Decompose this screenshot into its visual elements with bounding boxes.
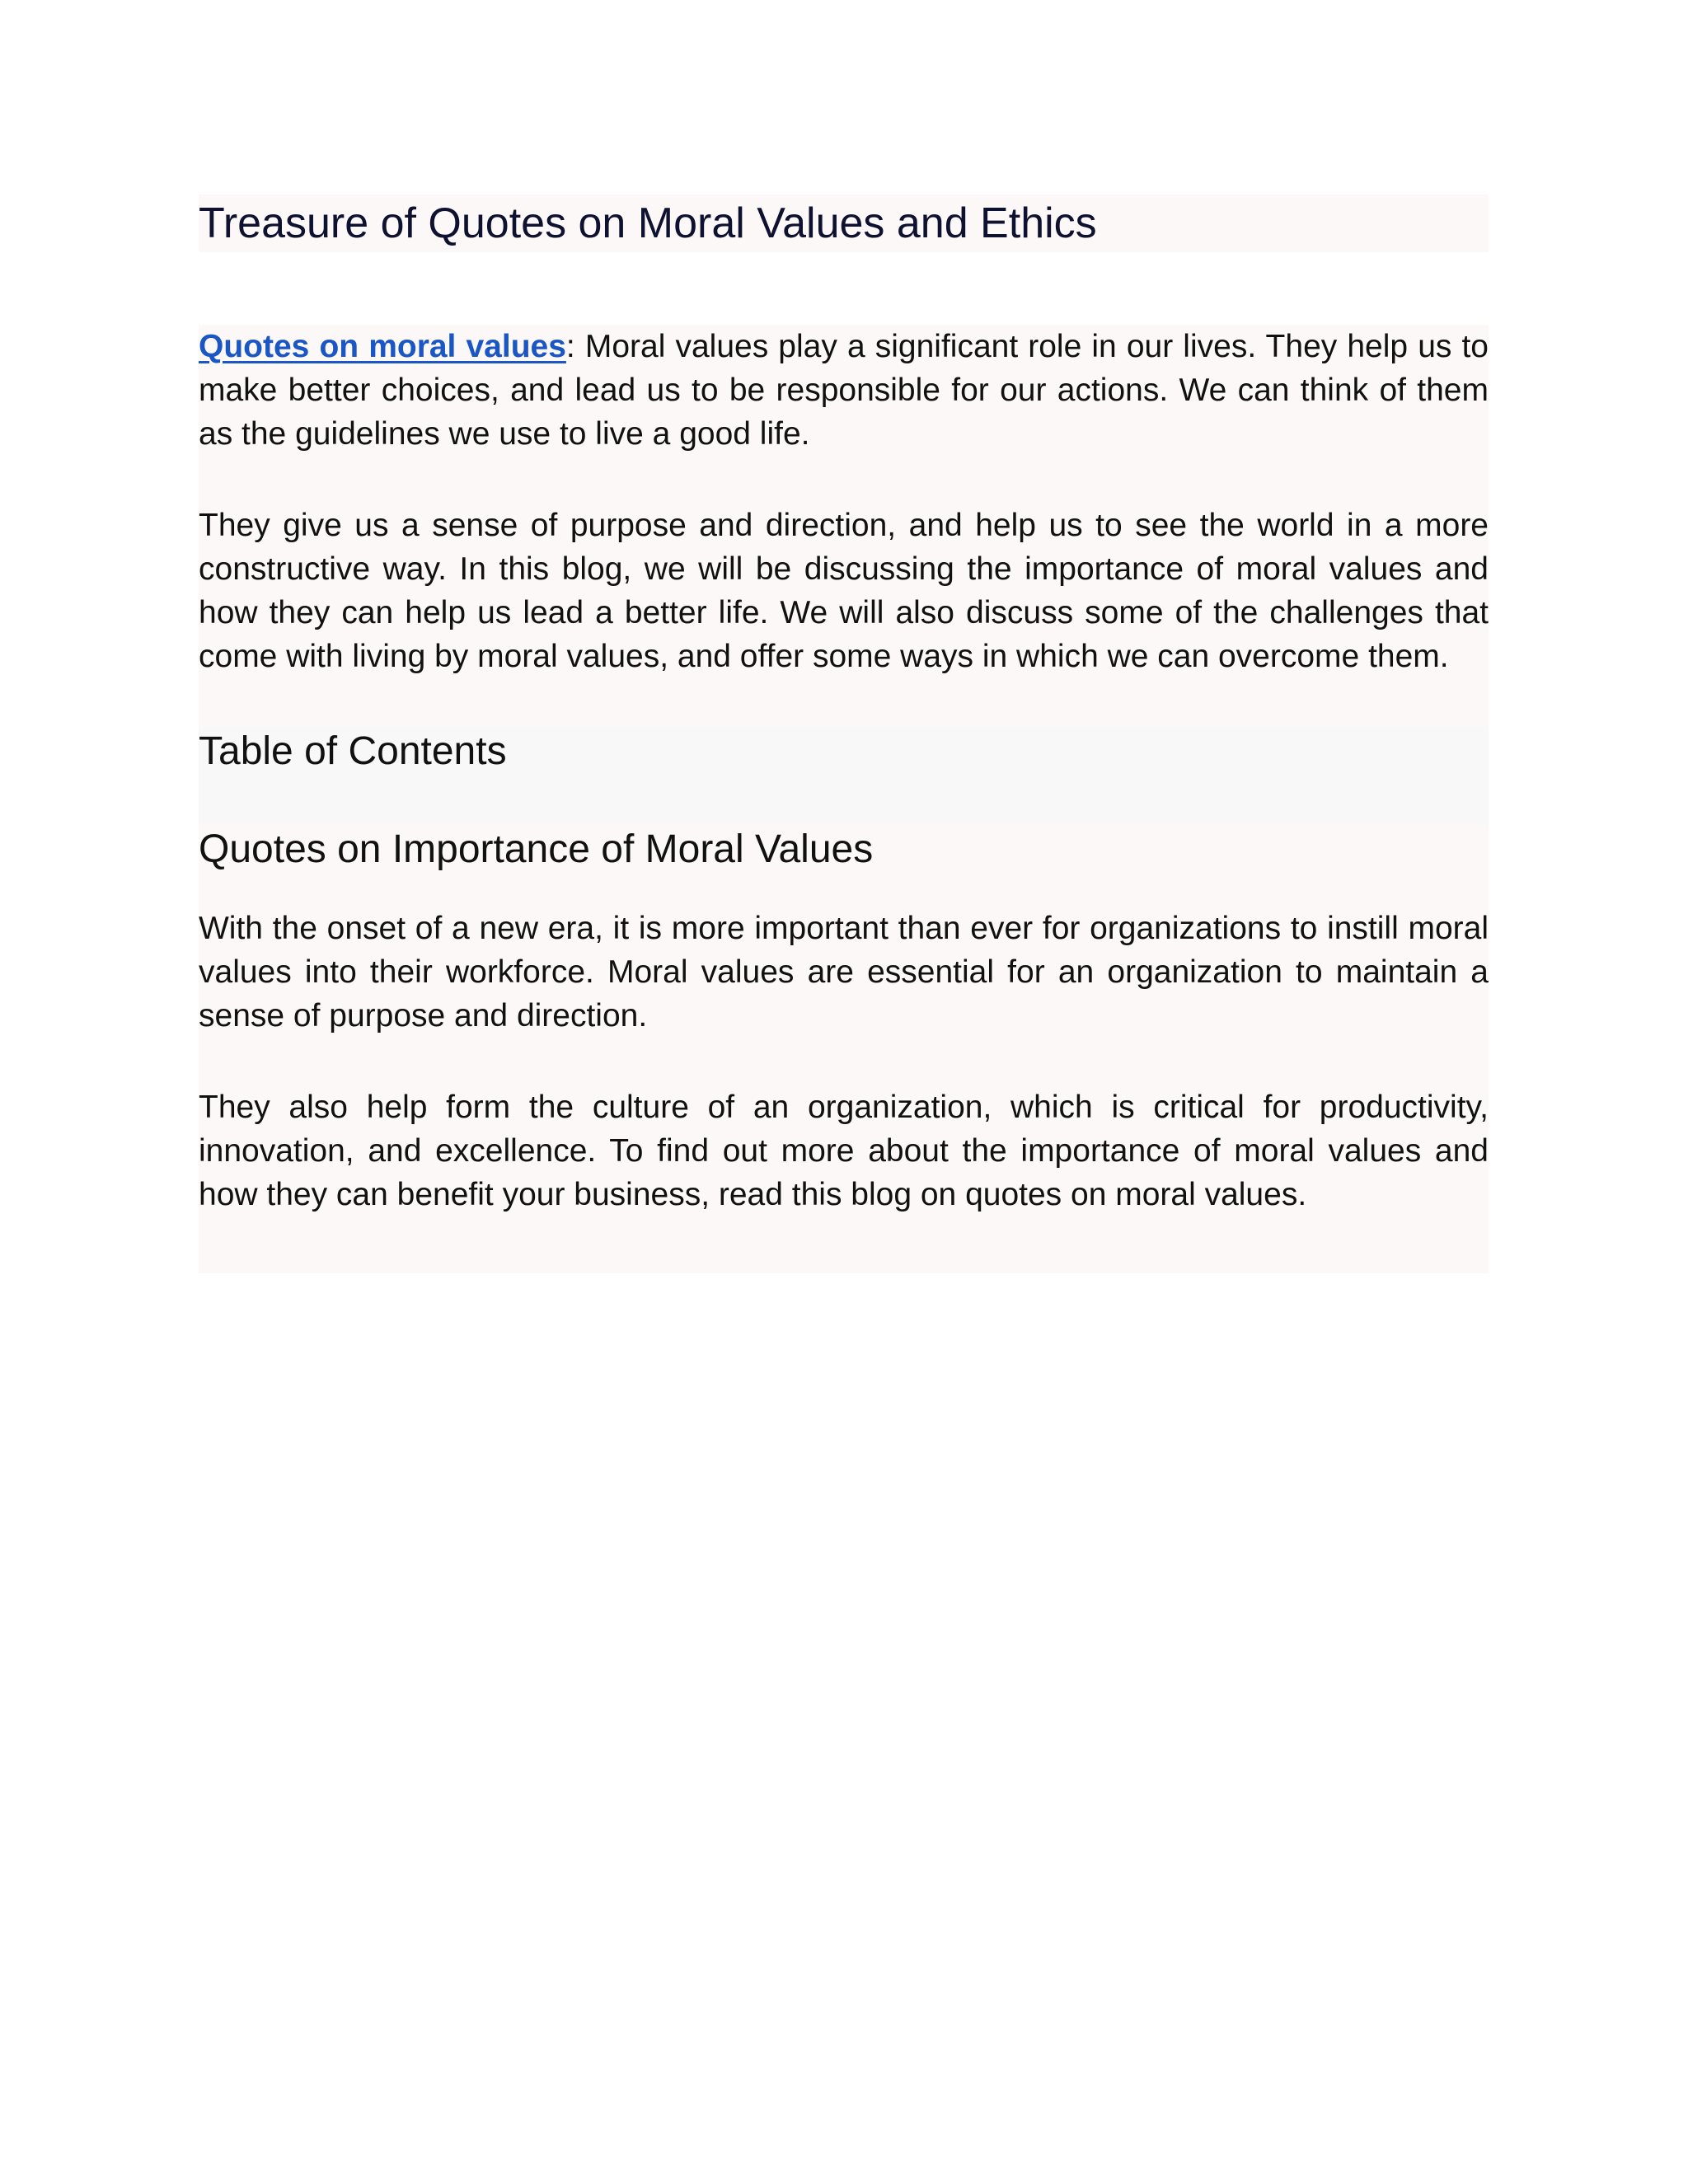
document-page xyxy=(199,194,1489,1212)
page-title: Treasure of Quotes on Moral Values and Ethics xyxy=(199,199,1097,247)
section-heading: Quotes on Importance of Moral Values xyxy=(199,827,874,871)
title-block xyxy=(199,194,1489,252)
intro-text: : Moral values play a significant role in our lives. They help us to make better choices, and lead us to be responsible for our actions. We can think of them as the guidelines we use to live a good life. xyxy=(199,329,1489,452)
purpose-paragraph: They give us a sense of purpose and direction, and help us to see the world in a more constructive way. In this blog, we will be discussing the importance of moral values and how they can help us lead a better life. We will also discuss some of the challenges that come with living by moral values, and offer some ways in which we can overcome them. xyxy=(199,508,1489,674)
intro-paragraph xyxy=(199,325,1489,456)
culture-paragraph: They also help form the culture of an organization, which is critical for productivity, innovation, and excellence. To find out more about the importance of moral values and how they can benefit your business, read this blog on quotes on moral values. xyxy=(199,1090,1489,1212)
quotes-on-moral-values-link[interactable]: Quotes on moral values xyxy=(199,329,566,364)
table-of-contents-heading: Table of Contents xyxy=(199,729,507,773)
organization-paragraph: With the onset of a new era, it is more important than ever for organizations to instill moral values into their workforce. Moral values are essential for an organization to maintain a sense of purpose and direction. xyxy=(199,911,1489,1033)
